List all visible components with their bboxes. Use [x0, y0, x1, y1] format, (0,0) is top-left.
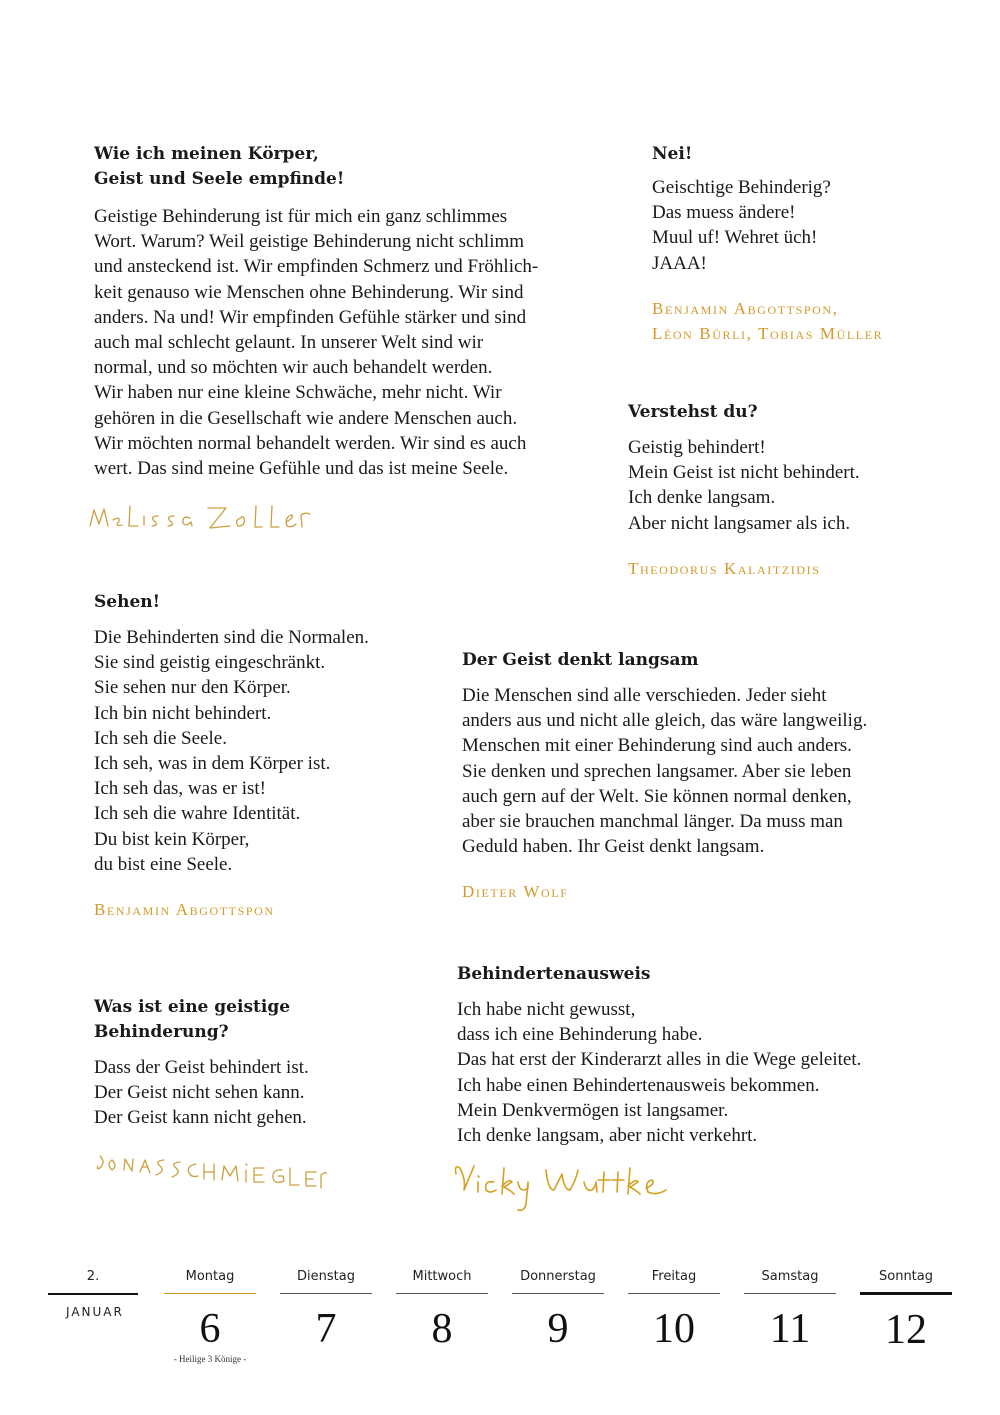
calendar-day-friday[interactable]	[628, 1266, 720, 1354]
poem-body	[462, 683, 867, 859]
poem-line: Ich seh, was in dem Körper ist.	[94, 753, 331, 775]
poem-line: anders aus und nicht alle gleich, das wäre langweilig.	[462, 710, 868, 732]
calendar-rule	[280, 1293, 372, 1294]
day-name: Dienstag	[297, 1269, 355, 1284]
poem-title-line: Behinderung?	[94, 1022, 229, 1042]
calendar-rule	[48, 1293, 138, 1295]
poem-body	[457, 997, 861, 1148]
poem-body	[652, 175, 883, 276]
poem-line: und ansteckend ist. Wir empfinden Schmerz und Fröhlich-	[94, 256, 539, 278]
poem-line: Ich seh die Seele.	[94, 727, 227, 749]
day-name: Sonntag	[879, 1269, 933, 1284]
poem-title: Nei!	[652, 144, 693, 164]
calendar-day-tuesday[interactable]	[280, 1266, 372, 1354]
poem-line: Die Menschen sind alle verschieden. Jeder sieht	[462, 685, 827, 706]
calendar-day-saturday[interactable]	[744, 1266, 836, 1354]
poem-line: Der Geist nicht sehen kann.	[94, 1082, 305, 1104]
poem-title	[94, 995, 309, 1045]
day-name: Montag	[185, 1269, 235, 1284]
poem-line: Ich denke langsam, aber nicht verkehrt.	[457, 1125, 758, 1147]
poem-nei	[652, 142, 883, 346]
poem-sehen	[94, 590, 369, 922]
calendar-rule	[164, 1293, 256, 1294]
poem-line: Das muess ändere!	[652, 202, 796, 224]
day-number: 7	[315, 1306, 337, 1352]
poem-line: gehören in die Gesellschaft wie andere Menschen auch.	[94, 407, 518, 429]
poem-line: Ich denke langsam.	[628, 487, 776, 509]
poem-title-line: Was ist eine geistige	[94, 997, 291, 1017]
calendar-month: JANUAR	[66, 1305, 124, 1319]
calendar-rule	[744, 1293, 836, 1294]
poem-line: Menschen mit einer Behinderung sind auch anders.	[462, 735, 852, 757]
poem-line: Du bist kein Körper,	[94, 828, 250, 850]
poem-line: Geduld haben. Ihr Geist denkt langsam.	[462, 836, 765, 858]
poem-line: du bist eine Seele.	[94, 853, 233, 875]
poem-title	[94, 142, 538, 192]
poem-line: Muul uf! Wehret üch!	[652, 227, 818, 249]
day-number: 10	[653, 1306, 695, 1352]
poem-author: Benjamin Abgottspon	[94, 900, 275, 920]
poem-line: auch mal schlecht gelaunt. In unserer Welt sind wir	[94, 332, 484, 354]
poem-line: auch gern auf der Welt. Sie können normal denken,	[462, 785, 852, 807]
poem-line: anders. Na und! Wir empfinden Gefühle stärker und sind	[94, 306, 527, 328]
poem-line: Dass der Geist behindert ist.	[94, 1057, 309, 1078]
day-name: Mittwoch	[412, 1269, 472, 1284]
poem-body	[628, 435, 860, 536]
day-number: 12	[885, 1307, 927, 1353]
author-line: Benjamin Abgottspon,	[652, 298, 839, 318]
poem-line: Die Behinderten sind die Normalen.	[94, 627, 369, 648]
poem-line: Sie sehen nur den Körper.	[94, 677, 291, 699]
calendar-day-sunday[interactable]	[860, 1266, 952, 1355]
calendar-day-thursday[interactable]	[512, 1266, 604, 1354]
poem-line: Wir möchten normal behandelt werden. Wir sind es auch	[94, 432, 527, 454]
poem-line: Geistig behindert!	[628, 437, 766, 458]
poem-line: Wort. Warum? Weil geistige Behinderung nicht schlimm	[94, 231, 525, 253]
poem-author: Theodorus Kalaitzidis	[628, 558, 821, 578]
poem-koerper-geist-seele	[94, 142, 538, 481]
day-name: Freitag	[651, 1269, 697, 1284]
poem-line: Wir haben nur eine kleine Schwäche, mehr nicht. Wir	[94, 382, 502, 404]
day-number: 11	[769, 1306, 811, 1352]
day-number: 8	[431, 1306, 453, 1352]
poem-body	[94, 625, 369, 877]
poem-title: Der Geist denkt langsam	[462, 650, 699, 670]
poem-line: Ich seh die wahre Identität.	[94, 803, 301, 825]
signature-vicky-wuttke	[452, 1160, 677, 1220]
poem-line: Ich bin nicht behindert.	[94, 702, 272, 724]
poem-line: normal, und so möchten wir auch behandelt werden.	[94, 357, 493, 379]
signature-melissa-zoller	[86, 496, 316, 536]
poem-geist-denkt-langsam	[462, 648, 867, 904]
poem-line: Der Geist kann nicht gehen.	[94, 1107, 307, 1129]
day-note: - Heilige 3 Könige -	[173, 1354, 247, 1364]
day-name: Samstag	[761, 1269, 819, 1284]
poem-line: JAAA!	[652, 252, 707, 274]
signature-jonas-schmiegler	[92, 1148, 327, 1198]
poem-title-line: Geist und Seele empfinde!	[94, 169, 345, 189]
poem-title-line: Wie ich meinen Körper,	[94, 144, 319, 164]
poem-line: Aber nicht langsamer als ich.	[628, 512, 851, 534]
poem-line: Geistige Behinderung ist für mich ein ganz schlimmes	[94, 206, 508, 227]
poem-line: wert. Das sind meine Gefühle und das ist meine Seele.	[94, 458, 509, 480]
poem-line: Ich habe einen Behindertenausweis bekommen.	[457, 1074, 820, 1096]
poem-line: Das hat erst der Kinderarzt alles in die Wege geleitet.	[457, 1049, 862, 1071]
calendar-rule	[396, 1293, 488, 1294]
poem-line: Ich habe nicht gewusst,	[457, 999, 636, 1020]
poem-was-ist-geistige-behinderung	[94, 995, 309, 1131]
calendar-day-monday[interactable]	[164, 1266, 256, 1364]
poem-line: dass ich eine Behinderung habe.	[457, 1024, 703, 1046]
day-name: Donnerstag	[520, 1269, 596, 1284]
calendar-rule	[628, 1293, 720, 1294]
author-line: Léon Bürli, Tobias Müller	[652, 323, 884, 343]
day-number: 9	[547, 1306, 569, 1352]
poem-verstehst-du	[628, 400, 860, 581]
calendar-rule	[860, 1292, 952, 1295]
poem-line: Sie sind geistig eingeschränkt.	[94, 652, 326, 674]
calendar-week-number: 2.	[86, 1269, 100, 1284]
calendar-day-wednesday[interactable]	[396, 1266, 488, 1354]
day-number: 6	[199, 1306, 221, 1352]
poem-line: Geischtige Behinderig?	[652, 177, 831, 198]
poem-body	[94, 1055, 309, 1131]
poem-line: keit genauso wie Menschen ohne Behinderung. Wir sind	[94, 281, 524, 303]
poem-author: Dieter Wolf	[462, 882, 569, 902]
poem-behindertenausweis	[457, 962, 861, 1148]
poem-line: Mein Geist ist nicht behindert.	[628, 462, 860, 484]
poem-author	[652, 296, 883, 346]
poem-title: Sehen!	[94, 592, 161, 612]
poem-title: Behindertenausweis	[457, 964, 651, 984]
calendar-week-column	[48, 1266, 138, 1319]
poem-line: Sie denken und sprechen langsamer. Aber sie leben	[462, 760, 852, 782]
calendar-rule	[512, 1293, 604, 1294]
poem-body	[94, 204, 538, 481]
poem-line: Ich seh das, was er ist!	[94, 778, 267, 800]
poem-title: Verstehst du?	[628, 402, 758, 422]
poem-line: Mein Denkvermögen ist langsamer.	[457, 1099, 729, 1121]
poem-line: aber sie brauchen manchmal länger. Da muss man	[462, 811, 843, 833]
